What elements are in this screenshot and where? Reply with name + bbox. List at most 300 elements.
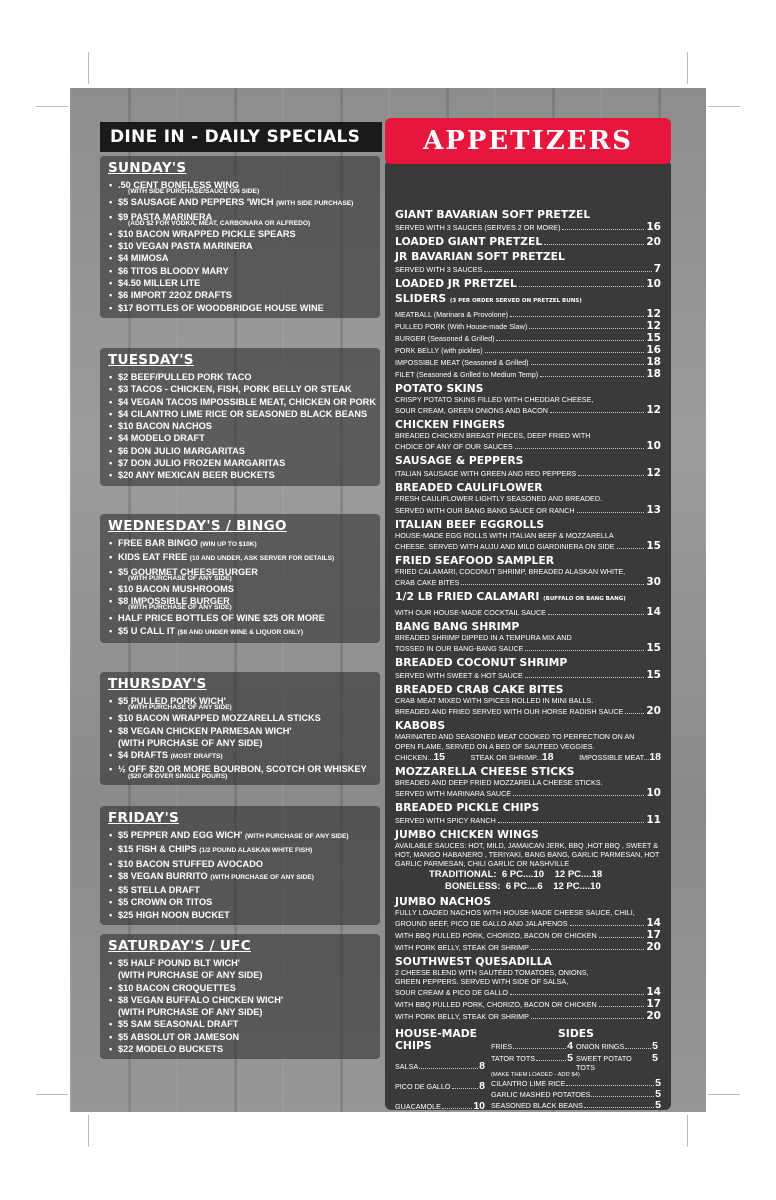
price-label: SERVED WITH 3 SAUCES (SERVES 2 OR MORE) <box>395 223 561 232</box>
special-text: $10 BACON WRAPPED PICKLE SPEARS <box>118 228 296 239</box>
dot-leader <box>513 794 644 796</box>
price-row <box>395 986 661 998</box>
special-text: $8 VEGAN CHICKEN PARMESAN WICH' <box>118 725 292 736</box>
item-desc: MARINATED AND SEASONED MEAT COOKED TO PERFECTION ON AN <box>395 732 635 742</box>
special-item <box>108 396 374 408</box>
special-item <box>108 551 374 565</box>
bullet-icon: • <box>109 713 113 724</box>
price-label: TOSSED IN OUR BANG-BANG SAUCE <box>395 644 524 654</box>
side-label: GARLIC MASHED POTATOES <box>491 1090 591 1100</box>
side-label: FRIES <box>491 1042 513 1052</box>
item-name <box>395 801 661 814</box>
special-item <box>108 252 374 264</box>
price-label: WITH PORK BELLY, STEAK OR SHRIMP <box>395 1012 529 1022</box>
special-text: $10 BACON STUFFED AVOCADO <box>118 858 263 869</box>
price-value: 14 <box>646 606 661 619</box>
wings-boneless-price: BONELESS: 6 PC....6 12 PC....10 <box>445 880 601 892</box>
special-text: (WITH PURCHASE OF ANY SIDE) <box>118 970 263 981</box>
special-text: $20 ANY MEXICAN BEER BUCKETS <box>118 470 275 481</box>
special-text: (WITH PURCHASE OF ANY SIDE) <box>118 1007 263 1018</box>
dot-leader <box>599 936 645 938</box>
special-text: KIDS EAT FREE <box>118 552 188 563</box>
menu-item <box>395 518 661 552</box>
special-text: $17 BOTTLES OF WOODBRIDGE HOUSE WINE <box>118 302 324 313</box>
dot-leader <box>577 511 645 513</box>
item-desc: GARLIC PARMESAN, CHILI GARLIC OR NASHVILLE <box>395 859 570 869</box>
menu-item <box>395 590 661 618</box>
side-pair <box>491 1040 661 1052</box>
special-text: (WITH PURCHASE OF ANY SIDE) <box>118 737 263 748</box>
special-text: $8 VEGAN BURRITO <box>118 870 208 881</box>
special-item <box>108 457 374 469</box>
price-row <box>395 404 661 416</box>
specials-list <box>108 537 374 639</box>
bullet-icon: • <box>109 302 113 313</box>
item-name-text: FRIED SEAFOOD SAMPLER <box>395 553 555 567</box>
bullet-icon: • <box>109 885 113 896</box>
price-label: LOADED JR PRETZEL <box>395 277 517 290</box>
price-row <box>395 221 661 233</box>
crop-mark <box>36 1094 68 1095</box>
dot-leader <box>485 351 645 353</box>
price-row <box>395 606 661 618</box>
price-value: 18 <box>646 356 661 368</box>
price-label: ITALIAN SAUSAGE WITH GREEN AND RED PEPPERS <box>395 469 577 479</box>
appetizers-header: APPETIZERS <box>385 118 671 164</box>
item-note: (3 PER ORDER SERVED ON PRETZEL BUNS) <box>449 298 582 304</box>
item-name-text: JUMBO NACHOS <box>395 894 492 908</box>
wings-traditional-price: TRADITIONAL: 6 PC....10 12 PC....18 <box>429 868 603 880</box>
item-name <box>395 250 661 263</box>
special-note: (MOST DRAFTS) <box>170 753 223 761</box>
special-text: $8 IMPOSSIBLE BURGER <box>118 596 230 607</box>
special-item <box>108 1043 374 1055</box>
price-value: 20 <box>646 236 661 248</box>
menu-item <box>395 801 661 826</box>
special-text: $5 SAM SEASONAL DRAFT <box>118 1019 239 1030</box>
special-item <box>108 408 374 420</box>
item-name <box>395 683 661 696</box>
bullet-icon: • <box>109 211 113 222</box>
item-name-text: SLIDERS <box>395 292 447 305</box>
price-row <box>395 263 661 275</box>
item-name-text: BREADED CRAB CAKE BITES <box>395 683 564 697</box>
side-price: 5 <box>655 1088 661 1101</box>
special-item <box>108 843 374 857</box>
price-label: PULLED PORK (With House-made Slaw) <box>395 322 528 331</box>
price-value: 15 <box>646 332 661 344</box>
price-label: CHOICE OF ANY OF OUR SAUCES <box>395 442 513 452</box>
price-row <box>395 235 661 248</box>
item-name <box>395 518 661 531</box>
side-item <box>576 1052 661 1072</box>
dot-leader <box>540 375 644 377</box>
dot-leader <box>591 1096 654 1097</box>
special-item <box>108 612 374 624</box>
special-item <box>108 982 374 994</box>
bullet-icon: • <box>109 372 113 382</box>
price-row <box>395 504 661 516</box>
dot-leader <box>550 411 644 413</box>
item-desc: CRISPY POTATO SKINS FILLED WITH CHEDDAR CHEESE, <box>395 395 594 404</box>
bullet-icon: • <box>109 458 113 469</box>
item-desc: FRIED CALAMARI, COCONUT SHRIMP, BREADED ALASKAN WHITE, <box>395 566 626 576</box>
dot-leader <box>536 1060 566 1061</box>
menu-item <box>395 292 661 380</box>
menu-item <box>395 235 661 248</box>
price-label: SERVED WITH 3 SAUCES <box>395 265 483 274</box>
side-label: SWEET POTATO TOTS <box>576 1054 632 1073</box>
special-note: (WIN UP TO $10K) <box>200 541 257 548</box>
price-label: FILET (Seasoned & Grilled to Medium Temp) <box>395 370 539 379</box>
special-item <box>108 445 374 457</box>
bullet-icon: • <box>109 278 113 289</box>
menu-item <box>395 250 661 275</box>
price-row <box>395 705 661 717</box>
side-item <box>576 1040 661 1052</box>
side-label: ONION RINGS <box>576 1042 625 1052</box>
bullet-icon: • <box>109 858 113 869</box>
dot-leader <box>513 1048 566 1049</box>
item-desc: OPEN FLAME, SERVED ON A BED OF SAUTEED VEGGIES. <box>395 741 595 751</box>
dot-leader <box>498 821 645 823</box>
price-value: 17 <box>646 928 661 941</box>
special-item <box>108 957 374 969</box>
special-text: $4 VEGAN TACOS IMPOSSIBLE MEAT, CHICKEN OR PORK <box>118 396 376 407</box>
price-value: 12 <box>646 404 661 417</box>
bullet-icon: • <box>109 253 113 264</box>
bullet-icon: • <box>109 958 113 968</box>
dot-leader <box>584 1107 654 1108</box>
price-label: SOUR CREAM, GREEN ONIONS AND BACON <box>395 406 548 416</box>
price-label: SERVED WITH OUR BANG BANG SAUCE OR RANCH <box>395 505 575 515</box>
chip-price: 10 <box>473 1100 485 1110</box>
price-row <box>395 998 661 1010</box>
special-note: (WITH SIDE PURCHASE) <box>276 200 354 208</box>
menu-item <box>395 481 661 515</box>
special-note: ($8 AND UNDER WINE & LIQUOR ONLY) <box>177 628 304 636</box>
side-price: 4 <box>567 1040 573 1053</box>
special-text: $4.50 MILLER LITE <box>118 278 201 289</box>
special-text: $5 GOURMET CHEESEBURGER <box>118 566 258 577</box>
item-name <box>395 454 661 467</box>
item-name-text: JR BAVARIAN SOFT PRETZEL <box>395 250 565 263</box>
special-text: $9 PASTA MARINERA <box>118 211 213 222</box>
price-value: 20 <box>646 705 661 718</box>
bullet-icon: • <box>109 696 113 706</box>
special-text: $5 HALF POUND BLT WICH' <box>118 958 240 968</box>
item-name <box>395 382 661 395</box>
special-text: ½ OFF $20 OR MORE BOURBON, SCOTCH OR WHISKEY <box>118 764 367 775</box>
side-price: 5 <box>652 1052 658 1065</box>
day-section <box>100 514 380 643</box>
special-text: $4 DRAFTS <box>118 750 169 761</box>
day-title: SUNDAY'S <box>108 160 187 176</box>
side-item <box>491 1089 661 1100</box>
special-text: $6 DON JULIO MARGARITAS <box>118 445 245 456</box>
special-text: $22 MODELO BUCKETS <box>118 1044 224 1055</box>
special-text: $8 VEGAN BUFFALO CHICKEN WICH' <box>118 994 284 1005</box>
special-item <box>108 858 374 870</box>
price-row <box>395 368 661 380</box>
special-text: $7 DON JULIO FROZEN MARGARITAS <box>118 458 286 469</box>
bullet-icon: • <box>109 1019 113 1030</box>
price-value: 10 <box>646 278 661 290</box>
special-text: $10 VEGAN PASTA MARINERA <box>118 241 253 252</box>
item-desc: CRAB MEAT MIXED WITH SPICES ROLLED IN MINI BALLS. <box>395 696 594 706</box>
price-row <box>395 814 661 826</box>
bullet-icon: • <box>109 433 113 444</box>
bullet-icon: • <box>109 552 113 563</box>
price-label: BURGER (Seasoned & Grilled) <box>395 334 495 343</box>
price-value: 14 <box>646 916 661 929</box>
chip-label: GUACAMOLE <box>395 1102 441 1110</box>
price-row <box>395 576 661 588</box>
special-text: $6 TITOS BLOODY MARY <box>118 265 229 276</box>
item-name <box>395 620 661 633</box>
menu-item <box>395 277 661 290</box>
side-item <box>491 1040 576 1052</box>
item-name-text: SAUSAGE & PEPPERS <box>395 454 524 468</box>
side-item <box>491 1078 661 1089</box>
special-text: .50 CENT BONELESS WING <box>118 180 239 190</box>
special-text: $10 BACON NACHOS <box>118 421 212 432</box>
special-note: (10 AND UNDER, ASK SERVER FOR DETAILS) <box>189 555 335 563</box>
special-note: (1/2 POUND ALASKAN WHITE FISH) <box>199 847 313 855</box>
dot-leader <box>570 924 645 926</box>
item-desc: BREADED CHICKEN BREAST PIECES, DEEP FRIED WITH <box>395 431 591 441</box>
price-value: 14 <box>646 986 661 999</box>
price-value: 18 <box>646 368 661 380</box>
menu-item <box>395 656 661 681</box>
special-item <box>108 265 374 277</box>
day-title: FRIDAY'S <box>108 810 180 826</box>
special-item <box>108 712 374 724</box>
price-value: 10 <box>646 440 661 453</box>
special-item <box>108 1006 374 1018</box>
kabob-options <box>395 751 661 763</box>
price-label: IMPOSSIBLE MEAT (Seasoned & Grilled) <box>395 358 529 367</box>
side-item <box>491 1052 576 1072</box>
day-title: SATURDAY'S / UFC <box>108 938 251 954</box>
price-label: SERVED WITH SWEET & HOT SAUCE <box>395 671 523 681</box>
bullet-icon: • <box>109 566 113 577</box>
price-row <box>395 356 661 368</box>
sides-title: SIDES <box>558 1027 594 1041</box>
menu-item <box>395 382 661 416</box>
special-subnote: (WITH PURCHASE OF ANY SIDE) <box>128 604 232 612</box>
price-value: 16 <box>646 221 661 233</box>
day-section <box>100 934 380 1059</box>
price-value: 17 <box>646 998 661 1011</box>
special-text: $10 BACON WRAPPED MOZZARELLA STICKS <box>118 713 321 724</box>
price-value: 11 <box>646 814 661 827</box>
dot-leader <box>531 363 645 365</box>
item-name-text: MOZZARELLA CHEESE STICKS <box>395 764 575 778</box>
special-text: $4 MIMOSA <box>118 253 169 264</box>
item-name-text: CHICKEN FINGERS <box>395 418 506 432</box>
menu-item <box>395 454 661 479</box>
price-value: 12 <box>646 467 661 480</box>
bullet-icon: • <box>109 625 113 636</box>
appetizers-panel <box>385 160 671 1110</box>
item-name-text: POTATO SKINS <box>395 382 484 395</box>
special-text: $5 U CALL IT <box>118 625 176 636</box>
special-subnote: (WITH PURCHASE OF ANY SIDE) <box>128 574 232 582</box>
house-chips-title: HOUSE-MADE CHIPS <box>395 1027 478 1053</box>
dot-leader <box>548 613 644 615</box>
price-row <box>395 344 661 356</box>
price-value: 16 <box>646 344 661 356</box>
item-name <box>395 765 661 778</box>
price-value: 15 <box>646 669 661 682</box>
dot-leader <box>625 1048 651 1049</box>
bullet-icon: • <box>109 290 113 301</box>
price-value: 30 <box>646 576 661 589</box>
crop-mark <box>687 1115 688 1147</box>
crop-mark <box>88 52 89 84</box>
price-row <box>395 440 661 452</box>
price-value: 13 <box>646 503 661 516</box>
day-section <box>100 348 380 486</box>
price-value: 12 <box>646 308 661 320</box>
item-name-text: BANG BANG SHRIMP <box>395 620 520 634</box>
item-name <box>395 554 661 567</box>
price-row <box>395 929 661 941</box>
item-desc: AVAILABLE SAUCES: HOT, MILD, JAMAICAN JERK, BBQ ,HOT BBQ , SWEET & <box>395 841 659 851</box>
dot-leader <box>510 315 644 317</box>
item-name <box>395 895 661 908</box>
special-text: FREE BAR BINGO <box>118 538 198 548</box>
menu-item <box>395 895 661 953</box>
menu-item <box>395 955 661 1022</box>
bullet-icon: • <box>109 725 113 736</box>
special-text: $4 CILANTRO LIME RICE OR SEASONED BLACK BEANS <box>118 408 368 419</box>
price-value: 20 <box>646 940 661 953</box>
special-text: $5 SAUSAGE AND PEPPERS 'WICH <box>118 197 274 208</box>
bullet-icon: • <box>109 613 113 624</box>
chip-label: SALSA <box>395 1062 419 1072</box>
price-row <box>395 332 661 344</box>
kabob-option: STEAK OR SHRIMP...18 <box>470 750 554 763</box>
menu-item-wings <box>395 828 661 893</box>
chip-row <box>395 1060 485 1072</box>
special-text: HALF PRICE BOTTLES OF WINE $25 OR MORE <box>118 613 325 624</box>
item-name-text: GIANT BAVARIAN SOFT PRETZEL <box>395 208 591 221</box>
menu-page <box>70 88 706 1112</box>
side-pair <box>491 1052 661 1072</box>
bullet-icon: • <box>109 844 113 855</box>
special-item <box>108 432 374 444</box>
chips-and-sides <box>395 1028 661 1110</box>
price-row <box>395 308 661 320</box>
price-row <box>395 917 661 929</box>
specials-list <box>108 695 374 781</box>
chip-row <box>395 1080 485 1092</box>
bullet-icon: • <box>109 265 113 276</box>
bullet-icon: • <box>109 596 113 607</box>
dot-leader <box>484 270 651 272</box>
item-name <box>395 656 661 669</box>
item-name <box>395 481 661 494</box>
price-label: SOUR CREAM & PICO DE GALLO <box>395 988 509 998</box>
price-label: MEATBALL (Marinara & Provolone) <box>395 310 509 319</box>
chip-price: 8 <box>479 1060 485 1073</box>
item-desc: 2 CHEESE BLEND WITH SAUTÉED TOMATOES, ONIONS, <box>395 967 589 977</box>
item-note: (BUFFALO OR BANG BANG) <box>543 596 626 603</box>
dot-leader <box>566 1085 654 1086</box>
special-item <box>108 383 374 395</box>
menu-item <box>395 683 661 717</box>
side-label: TATOR TOTS <box>491 1054 536 1064</box>
special-item <box>108 909 374 921</box>
price-value: 15 <box>646 642 661 655</box>
bullet-icon: • <box>109 830 113 840</box>
dot-leader <box>510 993 644 995</box>
special-item <box>108 277 374 289</box>
special-item <box>108 583 374 595</box>
dot-leader <box>442 1108 472 1109</box>
bullet-icon: • <box>109 1044 113 1055</box>
special-text: $15 FISH & CHIPS <box>118 844 197 855</box>
special-text: $5 STELLA DRAFT <box>118 885 200 896</box>
specials-list <box>108 179 374 314</box>
daily-specials-header: DINE IN - DAILY SPECIALS <box>100 122 382 152</box>
side-label: CILANTRO LIME RICE <box>491 1079 566 1089</box>
item-desc: BREADED AND DEEP FRIED MOZZARELLA CHEESE STICKS. <box>395 777 603 787</box>
special-text: $10 BACON CROQUETTES <box>118 982 236 993</box>
price-label: BREADED AND FRIED SERVED WITH OUR HORSE RADISH SAUCE <box>395 707 624 717</box>
item-name <box>395 590 661 606</box>
bullet-icon: • <box>109 982 113 993</box>
specials-list <box>108 957 374 1055</box>
special-text: $10 BACON MUSHROOMS <box>118 583 234 594</box>
item-name <box>395 418 661 431</box>
price-label: WITH BBQ PULLED PORK, CHORIZO, BACON OR CHICKEN <box>395 1000 597 1010</box>
bullet-icon: • <box>109 384 113 395</box>
dot-leader <box>599 1005 645 1007</box>
item-desc: GREEN PEPPERS. SERVED WITH SIDE OF SALSA, <box>395 977 569 987</box>
special-text: $2 BEEF/PULLED PORK TACO <box>118 372 252 382</box>
special-text: $5 ABSOLUT OR JAMESON <box>118 1031 240 1042</box>
special-item <box>108 737 374 749</box>
special-text: $3 TACOS - CHICKEN, FISH, PORK BELLY OR STEAK <box>118 384 352 395</box>
bullet-icon: • <box>109 228 113 239</box>
price-label: SERVED WITH SPICY RANCH <box>395 816 496 826</box>
item-name <box>395 955 661 968</box>
chip-label: PICO DE GALLO <box>395 1082 451 1092</box>
price-label: CHEESE. SERVED WITH AUJU AND MILD GIARDINIERA ON SIDE <box>395 541 615 551</box>
special-note: (WITH PURCHASE OF ANY SIDE) <box>244 833 349 840</box>
side-price: 5 <box>655 1099 661 1110</box>
special-item <box>108 896 374 908</box>
side-loaded-note: (MAKE THEM LOADED - ADD $4) <box>491 1072 580 1079</box>
price-label: LOADED GIANT PRETZEL <box>395 235 543 248</box>
house-chips-section <box>395 1028 485 1110</box>
item-desc: FULLY LOADED NACHOS WITH HOUSE-MADE CHEESE SAUCE, CHILI, <box>395 907 635 917</box>
side-price: 5 <box>567 1052 573 1065</box>
special-subnote: (WITH PURCHASE OF ANY SIDE) <box>128 704 232 712</box>
kabob-option: IMPOSSIBLE MEAT...18 <box>579 750 661 763</box>
dot-leader <box>461 583 644 585</box>
item-name-text: BREADED PICKLE CHIPS <box>395 801 540 815</box>
side-price: 5 <box>652 1040 658 1053</box>
item-desc: HOUSE-MADE EGG ROLLS WITH ITALIAN BEEF & MOZZARELLA <box>395 530 614 540</box>
side-price: 5 <box>655 1077 661 1090</box>
bullet-icon: • <box>109 750 113 761</box>
price-row <box>395 320 661 332</box>
special-text: $6 IMPORT 22OZ DRAFTS <box>118 290 232 301</box>
